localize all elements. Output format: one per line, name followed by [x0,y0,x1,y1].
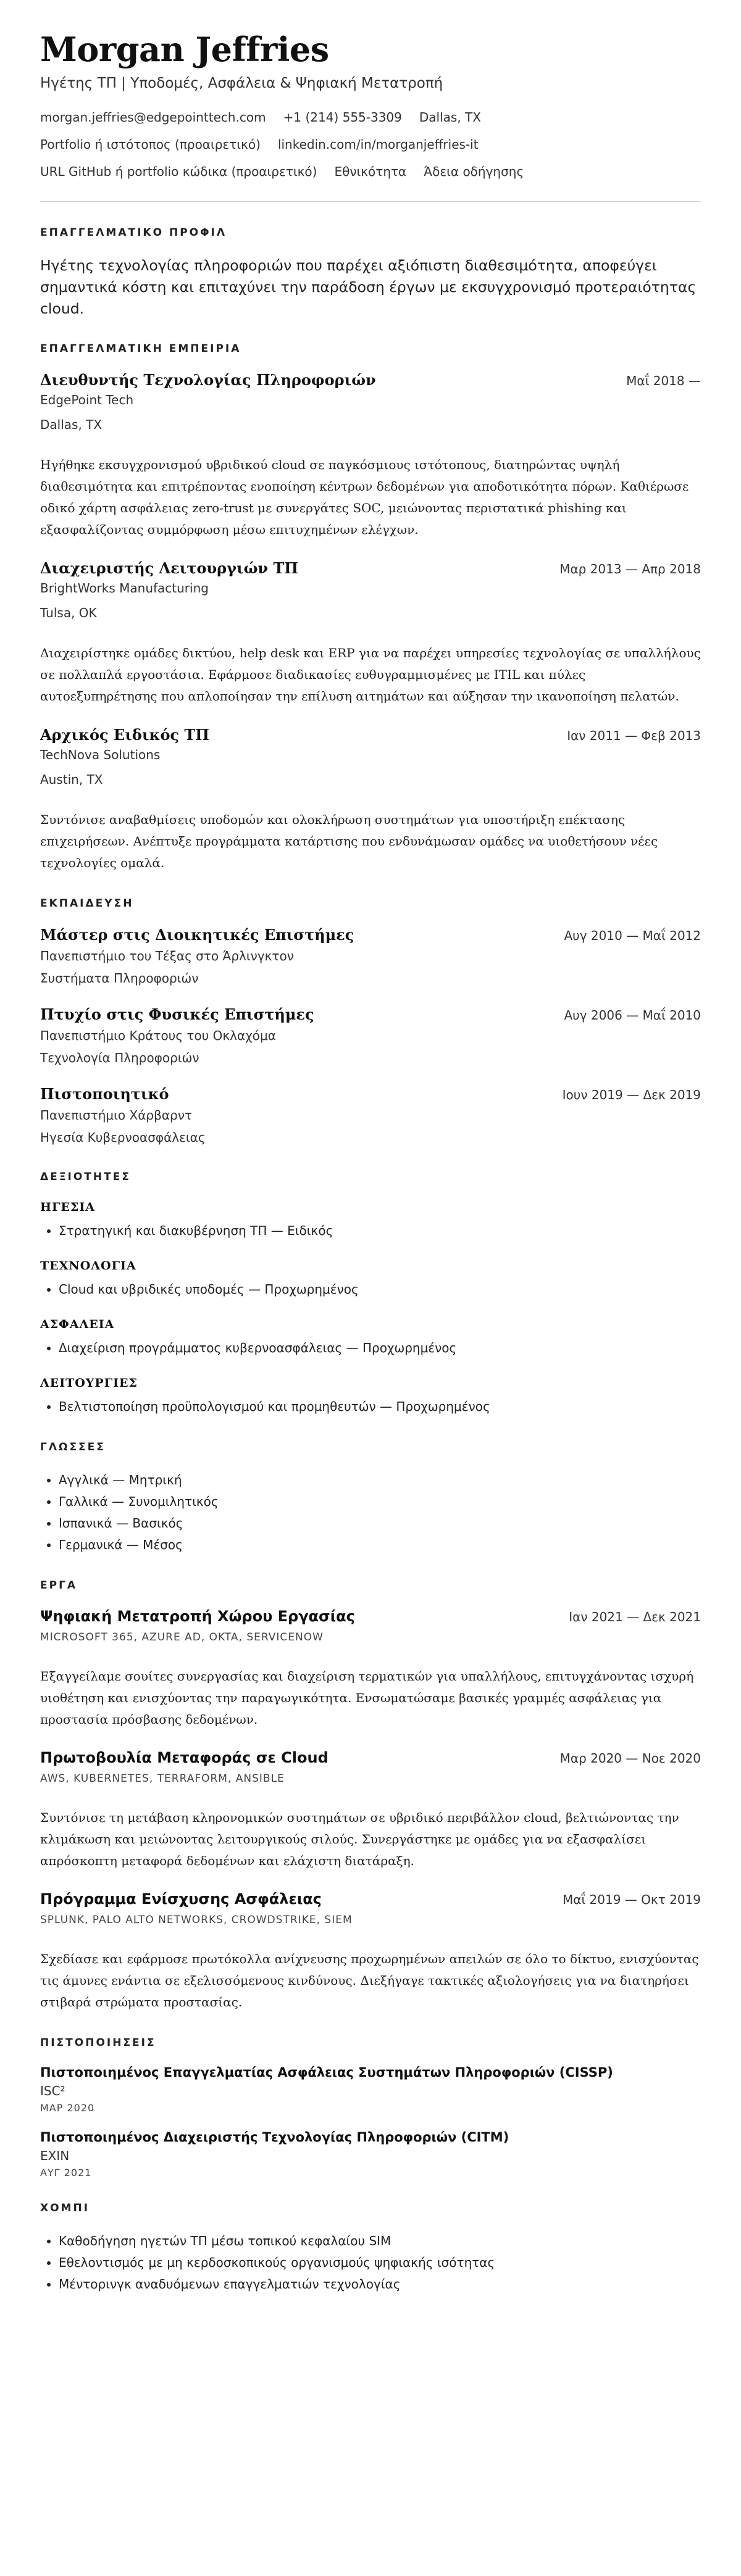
skill-list [40,1396,701,1418]
skill-category: ΗΓΕΣΙΑ [40,1200,95,1215]
cert-issuer: ISC² [40,2084,65,2099]
job-title: Αρχικός Ειδικός ΤΠ [40,726,209,744]
job-dates: Ιαν 2011 — Φεβ 2013 [567,728,701,744]
contact-portfolio[interactable]: Portfolio ή ιστότοπος (προαιρετικό) [40,137,261,152]
skill-category: ΤΕΧΝΟΛΟΓΙΑ [40,1259,136,1273]
contact-github[interactable]: URL GitHub ή portfolio κώδικα (προαιρετικό) [40,164,317,179]
contact-row-2 [40,137,701,152]
candidate-name: Morgan Jeffries [40,30,329,69]
section-title-projects: ΕΡΓΑ [40,1579,78,1592]
job-dates: Μαρ 2013 — Απρ 2018 [559,562,701,577]
contact-nationality: Εθνικότητα [334,164,407,179]
cert-title: Πιστοποιημένος Διαχειριστής Τεχνολογίας Πληροφοριών (CITM) [40,2130,509,2145]
skill-item: • Βελτιστοποίηση προϋπολογισμού και προμηθευτών — Προχωρημένος [59,1396,701,1418]
degree-title: Πτυχίο στις Φυσικές Επιστήμες [40,1005,314,1024]
contact-email[interactable]: morgan.jeffries@edgepointtech.com [40,110,266,125]
contact-row-1 [40,110,701,125]
experience-entry [40,726,701,874]
skill-category: ΑΣΦΑΛΕΙΑ [40,1318,115,1332]
degree-dates: Αυγ 2010 — Μαΐ 2012 [564,928,701,944]
skill-category: ΛΕΙΤΟΥΡΓΙΕΣ [40,1376,138,1390]
degree-dates: Ιουν 2019 — Δεκ 2019 [562,1087,701,1103]
contact-phone[interactable]: +1 (214) 555-3309 [283,110,402,125]
experience-entry [40,559,701,707]
cert-date: ΜΑΡ 2020 [40,2102,95,2114]
skill-list [40,1279,701,1300]
hobby-item: • Μέντορινγκ αναδυόμενων επαγγελματιών τεχνολογίας [59,2274,701,2295]
project-entry [40,1749,701,1872]
section-title-languages: ΓΛΩΣΣΕΣ [40,1441,106,1454]
degree-school: Πανεπιστήμιο του Τέξας στο Άρλινγκτον [40,949,294,964]
skill-list [40,1220,701,1242]
contact-row-3 [40,164,701,179]
section-title-certifications: ΠΙΣΤΟΠΟΙΗΣΕΙΣ [40,2037,156,2050]
job-location: Dallas, TX [40,417,103,433]
language-item: • Αγγλικά — Μητρική [59,1469,701,1491]
contact-linkedin[interactable]: linkedin.com/in/morganjeffries-it [277,137,479,152]
cert-title: Πιστοποιημένος Επαγγελματίας Ασφάλειας Συστημάτων Πληροφοριών (CISSP) [40,2065,613,2080]
degree-dates: Αυγ 2006 — Μαΐ 2010 [564,1008,701,1023]
section-title-education: ΕΚΠΑΙΔΕΥΣΗ [40,897,134,910]
header-divider [40,201,701,202]
job-description: Διαχειρίστηκε ομάδες δικτύου, help desk και ERP για να παρέχει υπηρεσίες τεχνολογίας σε υπαλλήλους σε πολλαπλά εργοστάσια. Εφάρμοσε διαδικασίες ευθυγραμμισμένες με ITIL και πύλες αυτοεξυπηρέτησης που απλοποίησαν την επίλυση αιτημάτων και αύξησαν την ικανοποίηση πελατών. [40,646,701,704]
job-company: EdgePoint Tech [40,393,134,408]
experience-entry [40,371,701,541]
project-dates: Μαΐ 2019 — Οκτ 2019 [562,1892,701,1908]
degree-title: Μάστερ στις Διοικητικές Επιστήμες [40,926,354,944]
language-item: • Γερμανικά — Μέσος [59,1534,701,1556]
degree-field: Συστήματα Πληροφοριών [40,971,199,986]
cert-issuer: EXIN [40,2148,70,2164]
contact-license: Άδεια οδήγησης [424,164,524,179]
project-title: Ψηφιακή Μετατροπή Χώρου Εργασίας [40,1608,355,1626]
degree-title: Πιστοποιητικό [40,1085,169,1103]
job-title: Διαχειριστής Λειτουργιών ΤΠ [40,559,298,578]
hobby-item: • Καθοδήγηση ηγετών ΤΠ μέσω τοπικού κεφαλαίου SIM [59,2230,701,2252]
project-description: Συντόνισε τη μετάβαση κληρονομικών συστημάτων σε υβριδικό περιβάλλον cloud, βελτιώνοντας την κλιμάκωση και μειώνοντας λειτουργικούς σιλούς. Συνεργάστηκε με ομάδες για να εξασφαλίσει απρόσκοπτη μεταφορά δεδομένων και ελάχιστη διατάραξη. [40,1810,679,1869]
section-title-profile: ΕΠΑΓΓΕΛΜΑΤΙΚΟ ΠΡΟΦΙΛ [40,226,227,239]
section-title-skills: ΔΕΞΙΟΤΗΤΕΣ [40,1171,131,1184]
job-company: BrightWorks Manufacturing [40,581,209,596]
cert-date: ΑΥΓ 2021 [40,2167,92,2179]
skill-item: • Cloud και υβριδικές υποδομές — Προχωρημένος [59,1279,701,1300]
project-title: Πρωτοβουλία Μεταφοράς σε Cloud [40,1749,329,1767]
profile-summary: Ηγέτης τεχνολογίας πληροφοριών που παρέχει αξιόπιστη διαθεσιμότητα, αποφεύγει σημαντικά κόστη και επιταχύνει την παράδοση έργων με εκσυγχρονισμό προτεραιότητας cloud. [40,257,697,317]
job-company: TechNova Solutions [40,747,161,763]
language-item: • Γαλλικά — Συνομιλητικός [59,1491,701,1513]
language-list [40,1469,701,1556]
hobby-list [40,2230,701,2295]
project-tech: AWS, KUBERNETES, TERRAFORM, ANSIBLE [40,1772,285,1785]
job-description: Συντόνισε αναβαθμίσεις υποδομών και ολοκλήρωση συστημάτων για υποστήριξη επέκτασης επιχειρήσεων. Ανέπτυξε προγράμματα κατάρτισης που ενδυνάμωσαν ομάδες να υιοθετήσουν νέες τεχνολογίες ομαλά. [40,812,658,871]
degree-school: Πανεπιστήμιο Χάρβαρντ [40,1108,192,1123]
section-title-experience: ΕΠΑΓΓΕΛΜΑΤΙΚΗ ΕΜΠΕΙΡΙΑ [40,343,241,355]
certification-entry [40,2065,701,2114]
project-entry [40,1890,701,2013]
project-title: Πρόγραμμα Ενίσχυσης Ασφάλειας [40,1890,322,1908]
hobby-item: • Εθελοντισμός με μη κερδοσκοπικούς οργανισμούς ψηφιακής ισότητας [59,2252,701,2274]
job-location: Austin, TX [40,772,103,787]
project-description: Σχεδίασε και εφάρμοσε πρωτόκολλα ανίχνευσης προχωρημένων απειλών σε όλο το δίκτυο, ενισχύοντας τις άμυνες ενάντια σε εξελισσόμενους κινδύνους. Διεξήγαγε τακτικές αξιολογήσεις για να διατηρήσει στιβαρά στρώματα προστασίας. [40,1951,699,2010]
education-entry [40,1005,701,1068]
degree-school: Πανεπιστήμιο Κράτους του Οκλαχόμα [40,1028,276,1044]
headline: Ηγέτης ΤΠ | Υποδομές, Ασφάλεια & Ψηφιακή Μετατροπή [40,75,443,91]
section-title-hobbies: ΧΟΜΠΙ [40,2202,90,2215]
project-tech: MICROSOFT 365, AZURE AD, OKTA, SERVICENOW [40,1631,324,1644]
job-location: Tulsa, OK [40,605,97,621]
contact-location: Dallas, TX [419,110,481,125]
project-dates: Μαρ 2020 — Νοε 2020 [559,1751,701,1766]
skill-list [40,1337,701,1359]
job-dates: Μαΐ 2018 — [626,373,701,389]
degree-field: Τεχνολογία Πληροφοριών [40,1050,199,1066]
education-entry [40,1085,701,1147]
certification-entry [40,2130,701,2179]
job-title: Διευθυντής Τεχνολογίας Πληροφοριών [40,371,376,389]
skill-item: • Στρατηγική και διακυβέρνηση ΤΠ — Ειδικός [59,1220,701,1242]
project-tech: SPLUNK, PALO ALTO NETWORKS, CROWDSTRIKE, SIEM [40,1914,353,1927]
project-entry [40,1608,701,1730]
project-description: Εξαγγείλαμε σουίτες συνεργασίας και διαχείριση τερματικών για υπαλλήλους, επιτυγχάνοντας ισχυρή υιοθέτηση και ενισχύοντας την παραγωγικότητα. Ενσωματώσαμε βασικές γραμμές ασφάλειας για προστασία πρόσβασης δεδομένων. [40,1669,694,1727]
skill-item: • Διαχείριση προγράμματος κυβερνοασφάλειας — Προχωρημένος [59,1337,701,1359]
degree-field: Ηγεσία Κυβερνοασφάλειας [40,1130,206,1145]
project-dates: Ιαν 2021 — Δεκ 2021 [569,1610,701,1625]
education-entry [40,926,701,988]
resume-page [40,0,701,2320]
job-description: Ηγήθηκε εκσυγχρονισμού υβριδικού cloud σε παγκόσμιους ιστότοπους, διατηρώντας υψηλή διαθεσιμότητα και επιτρέποντας ενοποίηση κέντρων δεδομένων για αποδοτικότητα πόρων. Καθιέρωσε οδικό χάρτη ασφάλειας zero-trust με συνεργάτες SOC, μειώνοντας περιστατικά phishing και εξασφαλίζοντας συμμόρφωση μέσω επιτυχημένων ελέγχων. [40,457,689,538]
language-item: • Ισπανικά — Βασικός [59,1513,701,1534]
